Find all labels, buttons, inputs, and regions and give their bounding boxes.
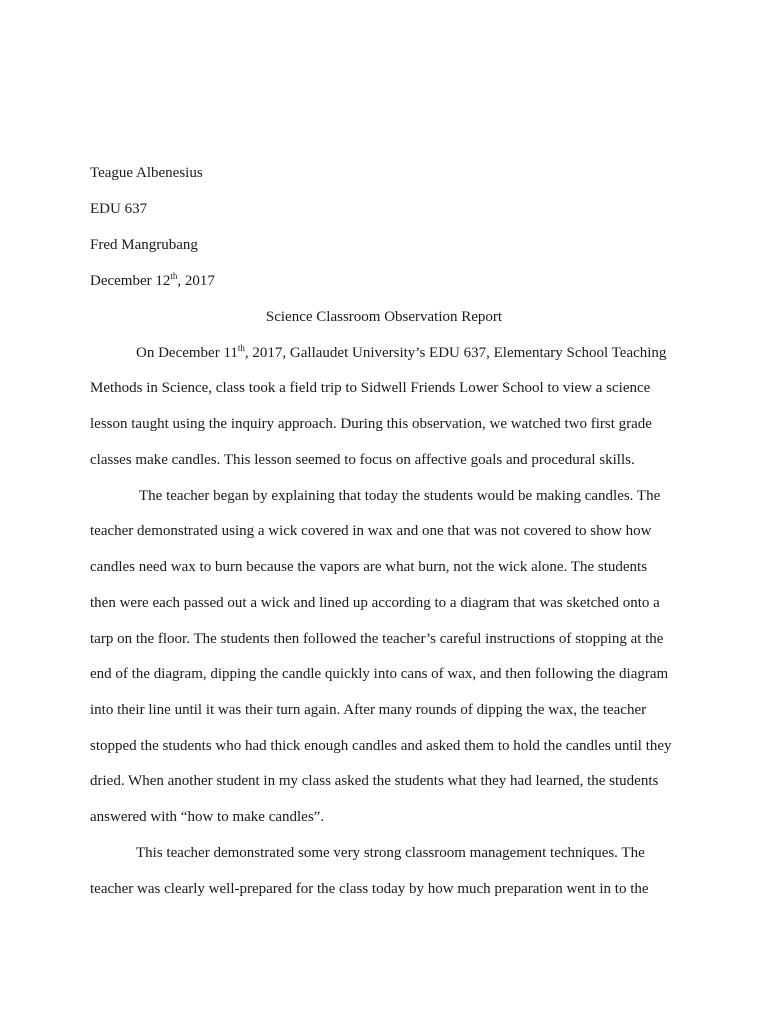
paragraph-3-line: This teacher demonstrated some very strong classroom management techniques. The xyxy=(136,845,645,861)
paragraph-1-line: lesson taught using the inquiry approach. During this observation, we watched two first grade xyxy=(90,416,652,432)
paragraph-1-line: Methods in Science, class took a field trip to Sidwell Friends Lower School to view a science xyxy=(90,380,651,396)
date-superscript: th xyxy=(170,271,178,281)
paragraph-1-line: classes make candles. This lesson seemed to focus on affective goals and procedural skills. xyxy=(90,452,635,468)
report-title: Science Classroom Observation Report xyxy=(265,309,503,325)
report-date xyxy=(90,272,215,290)
paragraph-2-line: candles need wax to burn because the vapors are what burn, not the wick alone. The students xyxy=(90,559,648,575)
paragraph-2-line: then were each passed out a wick and lined up according to a diagram that was sketched onto a xyxy=(90,595,660,611)
p1-line1-superscript: th xyxy=(237,343,245,353)
p1-line1-prefix: On December 11 xyxy=(136,345,238,361)
paragraph-2-line: stopped the students who had thick enough candles and asked them to hold the candles until they xyxy=(90,738,672,754)
paragraph-1-line-1 xyxy=(136,344,666,362)
date-prefix: December 12 xyxy=(90,273,171,289)
date-suffix: , 2017 xyxy=(177,273,215,289)
paragraph-2-line: The teacher began by explaining that today the students would be making candles. The xyxy=(139,488,661,504)
paragraph-2-line: teacher demonstrated using a wick covered in wax and one that was not covered to show how xyxy=(90,523,652,539)
course-code: EDU 637 xyxy=(90,201,148,217)
paragraph-2-line: into their line until it was their turn again. After many rounds of dipping the wax, the teacher xyxy=(90,702,647,718)
p1-line1-suffix: , 2017, Gallaudet University’s EDU 637, Elementary School Teaching xyxy=(244,345,667,361)
author-name: Teague Albenesius xyxy=(90,165,203,181)
paragraph-2-line: answered with “how to make candles”. xyxy=(90,809,325,825)
instructor-name: Fred Mangrubang xyxy=(90,237,198,253)
paragraph-2-line: end of the diagram, dipping the candle quickly into cans of wax, and then following the diagram xyxy=(90,666,669,682)
paragraph-2-line: tarp on the floor. The students then followed the teacher’s careful instructions of stopping at the xyxy=(90,631,664,647)
paragraph-3-line: teacher was clearly well-prepared for the class today by how much preparation went in to the xyxy=(90,881,649,897)
paragraph-2-line: dried. When another student in my class asked the students what they had learned, the students xyxy=(90,773,659,789)
